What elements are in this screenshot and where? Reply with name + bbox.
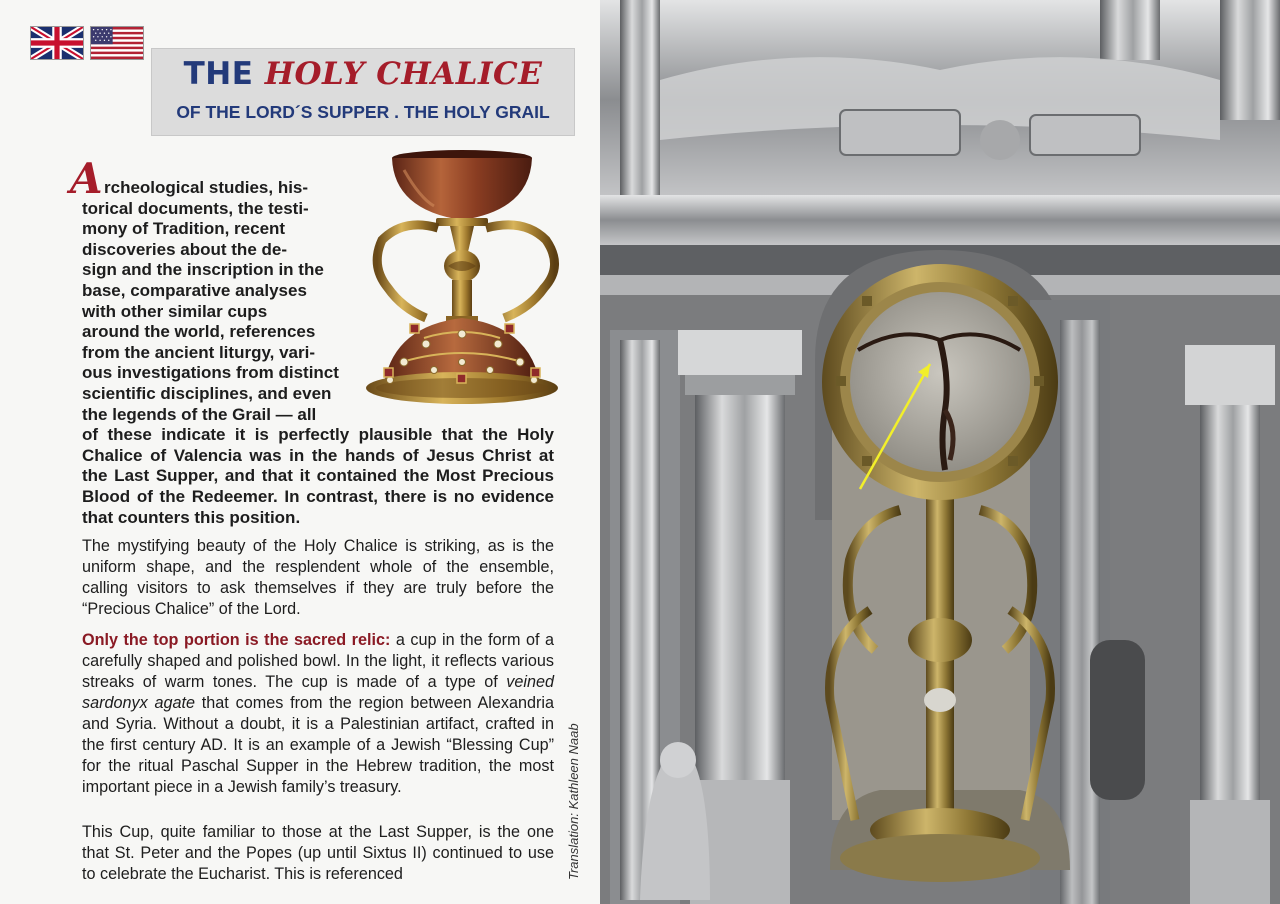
intro-line: base, comparative analyses xyxy=(82,281,307,300)
title-part-1: THE xyxy=(183,56,265,92)
drop-cap: A xyxy=(70,154,103,203)
page-subtitle: OF THE LORD´S SUPPER . THE HOLY GRAIL xyxy=(176,102,550,122)
title-part-2: HOLY CHALICE xyxy=(264,56,543,92)
intro-line: with other similar cups xyxy=(82,301,268,321)
relic-lead: Only the top portion is the sacred relic: xyxy=(82,631,391,649)
intro-line: the legends of the Grail — all xyxy=(82,404,317,424)
leaflet-page xyxy=(0,0,600,904)
chalice-illustration xyxy=(364,148,574,414)
intro-line: from the ancient liturgy, vari- xyxy=(82,342,316,362)
paragraph-relic xyxy=(82,630,554,798)
intro-line: mony of Tradition, recent xyxy=(82,219,286,239)
translation-credit: Translation: Kathleen Naab xyxy=(566,723,581,880)
reliquary-photo xyxy=(600,0,1280,904)
intro-line: scientific disciplines, and even xyxy=(82,384,332,403)
page-title xyxy=(151,56,575,92)
uk-flag-icon xyxy=(31,27,83,59)
paragraph-cup-history: This Cup, quite familiar to those at the Last Supper, is the one that St. Peter and the Popes (up until Sixtus II) continued to use to celebrate the Eucharist. This is referenced xyxy=(82,823,554,883)
intro-line: discoveries about the de- xyxy=(82,239,287,259)
reliquary-photo-drawing xyxy=(600,0,1280,904)
relic-text-a: a cup in the form of a carefully shaped and polished bowl. In the light, it reflects various streaks of warm tones. The cup is made of a type of xyxy=(82,631,554,691)
relic-text-b: that comes from the region between Alexandria and Syria. Without a doubt, it is a Palestinian artifact, crafted in the first century AD. It is an example of a Jewish “Blessing Cup” for the ritual Paschal Supper in the Hebrew tradition, the most important piece in a Jewish family’s treasury. xyxy=(82,694,554,796)
intro-line: ous investigations from distinct xyxy=(82,363,339,383)
intro-line: around the world, references xyxy=(82,322,316,342)
paragraph-beauty: The mystifying beauty of the Holy Chalice is striking, as is the uniform shape, and the resplendent whole of the ensemble, calling visitors to ask themselves if they are truly before the “Precious Chalice” of the Lord. xyxy=(82,537,554,618)
us-flag-icon xyxy=(91,27,143,59)
intro-continuation: of these indicate it is perfectly plausible that the Holy Chalice of Valencia was in the hands of Jesus Christ at the Last Supper, and that it contained the Most Precious Blood of the Redeemer. In contrast, there is no evidence that counters this position. xyxy=(82,425,554,527)
intro-line: sign and the inscription in the xyxy=(82,260,324,280)
intro-line: torical documents, the testi- xyxy=(82,198,309,218)
title-banner xyxy=(151,48,575,136)
relic-material: veined sardonyx agate xyxy=(82,673,554,712)
intro-line: rcheological studies, his- xyxy=(104,178,309,197)
